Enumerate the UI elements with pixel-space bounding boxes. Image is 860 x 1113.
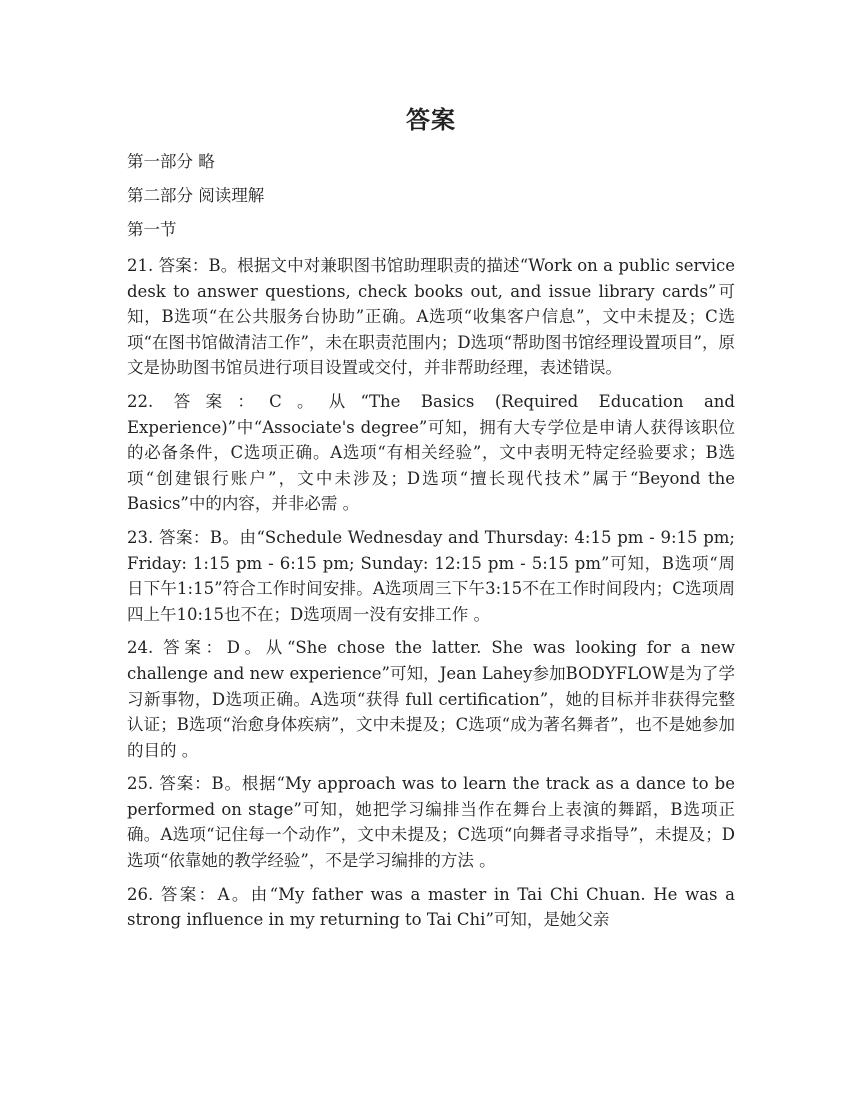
part-one-heading: 第一部分 略	[127, 152, 215, 171]
answer-26: 26. 答案：A。由“My father was a master in Tai Chi Chuan. He was a strong influence in my returning to Tai Chi”可知，是她父亲	[127, 884, 735, 930]
answer-25: 25. 答案：B。根据“My approach was to learn the track as a dance to be performed on stage”可知，她把学习编排当作在舞台上表演的舞蹈，B选项正确。A选项“记住每一个动作”，文中未提及；C选项“向舞者寻求指导”，未提及；D选项“依靠她的教学经验”，不是学习编排的方法 。	[127, 774, 735, 871]
answer-21: 21. 答案：B。根据文中对兼职图书馆助理职责的描述“Work on a public service desk to answer questions, check books out, and issue library cards”可知，B选项“在公共服务台协助”正确。A选项“收集客户信息”，文中未提及；C选项“在图书馆做清洁工作”，未在职责范围内；D选项“帮助图书馆经理设置项目”，原文是协助图书馆员进行项目设置或交付，并非帮助经理，表述错误。	[127, 256, 735, 378]
page-title: 答案	[406, 106, 456, 134]
part-two-heading: 第二部分 阅读理解	[127, 186, 265, 205]
answer-24: 24. 答案：D。从“She chose the latter. She was looking for a new challenge and new experience”可知，Jean Lahey参加BODYFLOW是为了学习新事物，D选项正确。A选项“获得 full certification”，她的目标并非获得完整认证；B选项“治愈身体疾病”，文中未提及；C选项“成为著名舞者”，也不是她参加的目的 。	[127, 638, 735, 760]
answer-22: 22. 答案：C。从“The Basics (Required Education and Experience)”中“Associate's degree”可知，拥有大专学位是申请人获得该职位的必备条件，C选项正确。A选项“有相关经验”，文中表明无特定经验要求；B选项“创建银行账户”，文中未涉及；D选项“擅长现代技术”属于“Beyond the Basics”中的内容，并非必需 。	[127, 391, 735, 514]
section-one-heading: 第一节	[127, 220, 177, 239]
answer-23: 23. 答案：B。由“Schedule Wednesday and Thursday: 4:15 pm - 9:15 pm; Friday: 1:15 pm - 6:15 pm; Sunday: 12:15 pm - 5:15 pm”可知，B选项“周日下午1:15”符合工作时间安排。A选项周三下午3:15不在工作时间段内；C选项周四上午10:15也不在；D选项周一没有安排工作 。	[127, 527, 735, 624]
answer-document	[127, 96, 735, 941]
